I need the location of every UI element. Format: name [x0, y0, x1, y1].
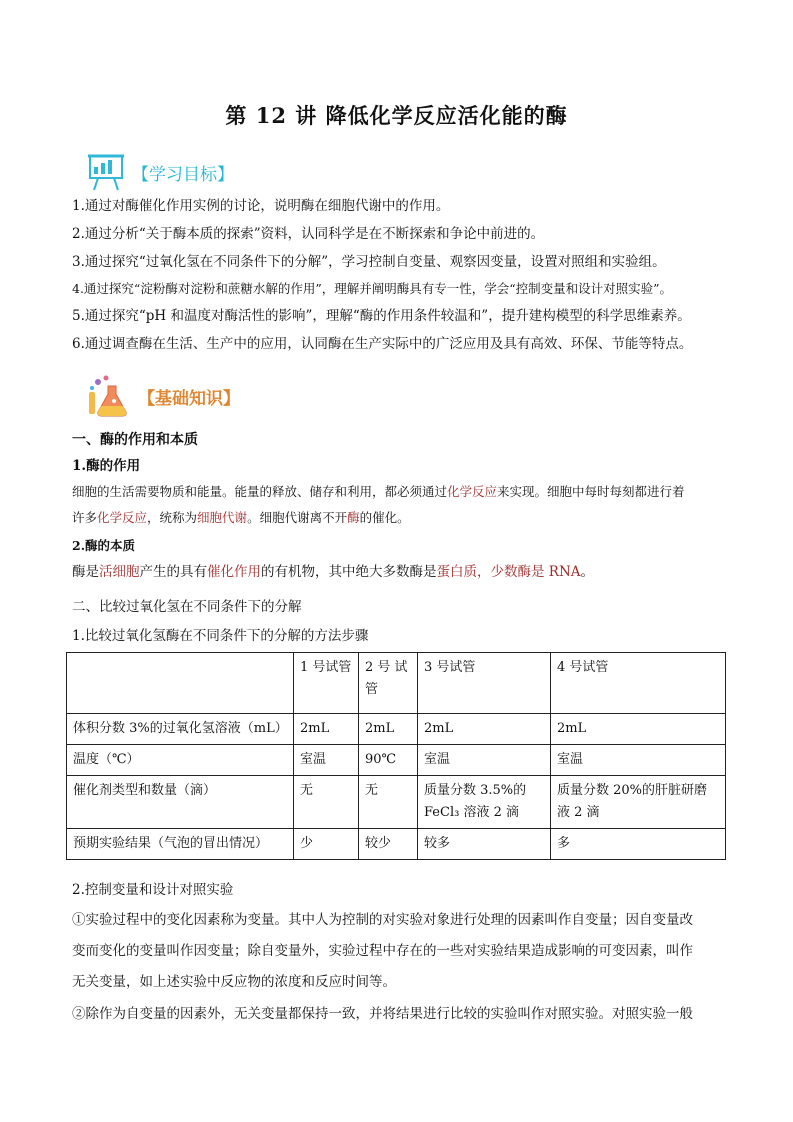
paragraph-line: 酶是活细胞产生的具有催化作用的有机物，其中绝大多数酶是蛋白质，少数酶是 RNA。: [72, 564, 595, 580]
lab-flask-icon: [84, 374, 134, 418]
table-cell: 室温: [418, 745, 551, 776]
paragraph-line: ①实验过程中的变化因素称为变量。其中人为控制的对实验对象进行处理的因素叫作自变量；因自变量改: [72, 912, 693, 928]
goal-item: 4.通过探究“淀粉酶对淀粉和蔗糖水解的作用”，理解并阐明酶具有专一性，学会“控制变量和设计对照实验”。: [72, 281, 672, 296]
table-header-cell: 4 号试管: [551, 653, 726, 714]
basic-knowledge-banner: [84, 374, 240, 418]
table-cell: 少: [294, 829, 359, 860]
subsection-heading: 2.酶的本质: [72, 538, 136, 553]
table-cell: 无: [359, 776, 418, 829]
table-row: [67, 776, 726, 829]
table-cell: 温度（℃）: [67, 745, 294, 776]
learning-goals-label: 【学习目标】: [132, 164, 234, 185]
basic-knowledge-label: 【基础知识】: [138, 388, 240, 409]
table-cell: 较少: [359, 829, 418, 860]
paragraph-line: 无关变量，如上述实验中反应物的浓度和反应时间等。: [72, 974, 396, 990]
table-cell: 质量分数 3.5%的 FeCl₃ 溶液 2 滴: [418, 776, 551, 829]
table-header-row: [67, 653, 726, 714]
presentation-board-icon: [84, 152, 128, 192]
paragraph-line: 变而变化的变量叫作因变量；除自变量外，实验过程中存在的一些对实验结果造成影响的可变因素，叫作: [72, 943, 693, 959]
learning-goals-banner: [84, 150, 234, 194]
table-cell: 室温: [294, 745, 359, 776]
paragraph-line: 许多化学反应，统称为细胞代谢。细胞代谢离不开酶的催化。: [72, 510, 410, 525]
table-cell: 体积分数 3%的过氧化氢溶液（mL）: [67, 714, 294, 745]
paragraph-line: 细胞的生活需要物质和能量。能量的释放、储存和利用，都必须通过化学反应来实现。细胞中每时每刻都进行着: [72, 484, 685, 499]
table-cell: 2mL: [294, 714, 359, 745]
table-header-cell: 2 号 试管: [359, 653, 418, 714]
table-cell: 2mL: [551, 714, 726, 745]
table-cell: 催化剂类型和数量（滴）: [67, 776, 294, 829]
table-cell: 质量分数 20%的肝脏研磨液 2 滴: [551, 776, 726, 829]
goal-item: 1.通过对酶催化作用实例的讨论，说明酶在细胞代谢中的作用。: [72, 198, 450, 214]
section-heading: 二、比较过氧化氢在不同条件下的分解: [72, 599, 302, 615]
table-header-cell: 1 号试管: [294, 653, 359, 714]
table-cell: 预期实验结果（气泡的冒出情况）: [67, 829, 294, 860]
subsection-heading: 2.控制变量和设计对照实验: [72, 882, 234, 898]
section-heading: 一、酶的作用和本质: [72, 432, 198, 448]
subsection-heading: 1.酶的作用: [72, 458, 141, 474]
goal-item: 3.通过探究“过氧化氢在不同条件下的分解”，学习控制自变量、观察因变量，设置对照组和实验组。: [72, 254, 666, 270]
goal-item: 5.通过探究“pH 和温度对酶活性的影响”，理解“酶的作用条件较温和”，提升建构模型的科学思维素养。: [72, 308, 691, 324]
table-header-cell: 3 号试管: [418, 653, 551, 714]
table-cell: 90℃: [359, 745, 418, 776]
subsection-heading: 1.比较过氧化氢酶在不同条件下的分解的方法步骤: [72, 628, 369, 644]
experiment-table: [66, 652, 726, 860]
table-cell: 无: [294, 776, 359, 829]
table-row: [67, 714, 726, 745]
table-cell: 2mL: [359, 714, 418, 745]
page-title: 第 12 讲 降低化学反应活化能的酶: [225, 103, 568, 128]
table-cell: 2mL: [418, 714, 551, 745]
table-cell: 较多: [418, 829, 551, 860]
goal-item: 6.通过调查酶在生活、生产中的应用，认同酶在生产实际中的广泛应用及具有高效、环保、节能等特点。: [72, 336, 693, 352]
table-row: [67, 829, 726, 860]
table-cell: 多: [551, 829, 726, 860]
paragraph-line: ②除作为自变量的因素外，无关变量都保持一致，并将结果进行比较的实验叫作对照实验。对照实验一般: [72, 1006, 693, 1022]
goal-item: 2.通过分析“关于酶本质的探索”资料，认同科学是在不断探索和争论中前进的。: [72, 226, 545, 242]
table-row: [67, 745, 726, 776]
table-cell: 室温: [551, 745, 726, 776]
table-header-cell: [67, 653, 294, 714]
